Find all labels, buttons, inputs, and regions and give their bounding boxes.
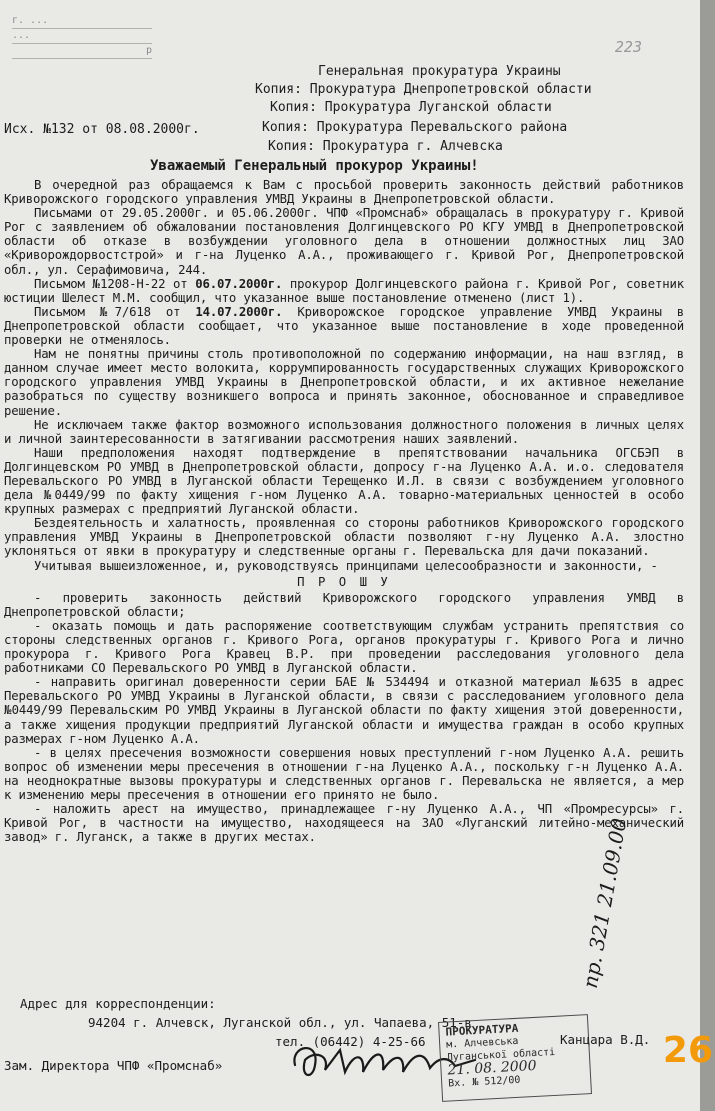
- paragraph: Нам не понятны причины столь противоположной по содержанию информации, на наш взгляд, в данном случае имеет место волокита, коррумпированность государственных служащих Криворожского городского управления УМВД Украины в Днепропетровской области, и их активное нежелание разобраться по существу возникшего вопроса и принять законное, обоснованное и справедливое решение.: [4, 347, 684, 418]
- letter-body: [4, 178, 684, 844]
- stamp-city: м. Алчевська: [445, 1035, 519, 1051]
- request-item: - оказать помощь и дать распоряжение соответствующим службам устранить препятствия со стороны следственных органов г. Кривого Рога, органов прокуратуры г. Кривого Рога и лично прокурора г. Кривого Рога Кравец В.Р. при проведении расследования уголовного дела работниками СО Перевальского РО УМВД в Луганской области.: [4, 618, 684, 676]
- stamp-region: Луганської області: [446, 1046, 556, 1064]
- address-phone: тел. (06442) 4-25-66: [275, 1034, 426, 1049]
- addressee-copy-1: Копия: Прокуратура Днепропетровской области: [255, 82, 592, 97]
- paragraph: Не исключаем также фактор возможного использования должностного положения в личных целях и личной заинтересованности в затягивании рассмотрения наших заявлений.: [4, 417, 684, 446]
- address-line: 94204 г. Алчевск, Луганской обл., ул. Чапаева, 51-в: [88, 1015, 472, 1030]
- handwritten-resolution: пр. 321 21.09.00: [577, 816, 632, 990]
- paragraph: Наши предположения находят подтверждение в препятствовании начальника ОГСБЭП в Долгинцевском РО УМВД в Днепропетровской области, допросу г-на Луценко А.А. и.о. следователя Перевальского РО УМВД в Луганской области Терещенко И.Л. в связи с возбуждением уголовного дела №0449/99 по факту хищения г-ном Луценко А.А. товарно-материальных ценностей в особо крупных размерах с предприятий Луганской области.: [4, 445, 684, 517]
- request-item: - проверить законность действий Криворожского городского управления УМВД в Днепропетровской области;: [4, 590, 684, 619]
- outgoing-reference: Исх. №132 от 08.08.2000г.: [4, 122, 200, 137]
- text: Письмом №1208-Н-22 от: [34, 276, 196, 291]
- archive-page-mark: 223: [614, 38, 642, 56]
- stamp-title: ПРОКУРАТУРА: [445, 1021, 519, 1039]
- request-item: - в целях пресечения возможности совершения новых преступлений г-ном Луценко А.А. решить вопрос об изменении меры пресечения в отношении г-на Луценко А.А., поскольку г-н Луценко А.А. на неоднократные вызовы прокуратуры и следственных органов г. Перевальска не является, а мер к изменению меры пресечения в отношении его принято не было.: [4, 745, 684, 803]
- signer-title: Зам. Директора ЧПФ «Промснаб»: [4, 1058, 223, 1073]
- addressee-copy-2: Копия: Прокуратура Луганской области: [270, 100, 552, 115]
- corner-stamp-line: ...: [12, 29, 152, 44]
- corner-stamp-line: г. ...: [12, 14, 152, 29]
- greeting: Уважаемый Генеральный прокурор Украины!: [150, 158, 479, 174]
- page-number: 26: [662, 1030, 713, 1071]
- incoming-registration-stamp: [438, 1014, 592, 1102]
- page-edge: [700, 0, 715, 1111]
- paragraph: В очередной раз обращаемся к Вам с просьбой проверить законность действий работников Криворожского городского управления УМВД Украины в Днепропетровской области.: [4, 178, 684, 207]
- signer-name: Канцара В.Д.: [560, 1032, 651, 1047]
- paragraph: [4, 305, 684, 347]
- text: прокурор Долгинцевского района г. Кривой Рог, советник юстиции Шелест М.М. сообщил, что указанное выше постановление отменено (лист 1).: [4, 276, 684, 305]
- request-item: - наложить арест на имущество, принадлежащее г-ну Луценко А.А., ЧП «Промресурсы» г. Кривой Рог, в частности на имущество, находящееся на ЗАО «Луганский литейно-механический завод» г. Луганск, а также в других местах.: [4, 802, 684, 845]
- stamp-date: 21. 08. 2000: [447, 1057, 537, 1079]
- date-bold: 14.07.2000г.: [195, 304, 283, 319]
- stamp-number: Вх. № 512/00: [447, 1074, 521, 1090]
- corner-stamp-line: р: [12, 44, 152, 59]
- text: Письмом №7/618 от: [34, 304, 196, 319]
- addressee-copy-3: Копия: Прокуратура Перевальского района: [262, 120, 568, 135]
- corner-registration-stamp: [0, 14, 202, 102]
- addressee-copy-4: Копия: Прокуратура г. Алчевска: [268, 139, 503, 154]
- address-label: Адрес для корреспонденции:: [20, 996, 216, 1011]
- addressee-main: Генеральная прокуратура Украины: [318, 64, 561, 79]
- paragraph: [4, 277, 684, 305]
- request-heading: П Р О Ш У: [297, 574, 391, 589]
- paragraph: Учитывая вышеизложенное, и, руководствуясь принципами целесообразности и законности, -: [34, 558, 658, 573]
- request-item: - направить оригинал доверенности серии БАЕ № 534494 и отказной материал №635 в адрес Перевальского РО УМВД Украины в Луганской области, в связи с расследованием уголовного дела №0449/99 Перевальским РО УМВД Украины в Луганской области по факту хищения этой доверенности, а также хищения продукции предприятий Луганской области и имущества граждан в особо крупных размерах г-ном Луценко А.А.: [4, 675, 684, 746]
- paragraph: Бездеятельность и халатность, проявленная со стороны работников Криворожского городского управления УМВД Украины в Днепропетровской области позволяют г-ну Луценко А.А. злостно уклоняться от явки в прокуратуру и следственные органы г. Перевальска для дачи показаний.: [4, 516, 684, 559]
- text: Криворожское городское управление УМВД Украины в Днепропетровской области сообщает, что указанное выше постановление в ходе проведенной проверки не отменялось.: [4, 304, 685, 348]
- paragraph: Письмами от 29.05.2000г. и 05.06.2000г. ЧПФ «Промснаб» обращалась в прокуратуру г. Кривой Рог с заявлением об обжаловании постановления Долгинцевского РО КГУ УМВД в Днепропетровской области об отказе в возбуждении уголовного дела в отношении должностных лиц ЗАО «Криворождорвостстрой» и г-на Луценко А.А., проживающего г. Кривой Рог, Днепропетровской обл., ул. Серафимовича, 244.: [4, 206, 684, 277]
- date-bold: 06.07.2000г.: [195, 276, 283, 291]
